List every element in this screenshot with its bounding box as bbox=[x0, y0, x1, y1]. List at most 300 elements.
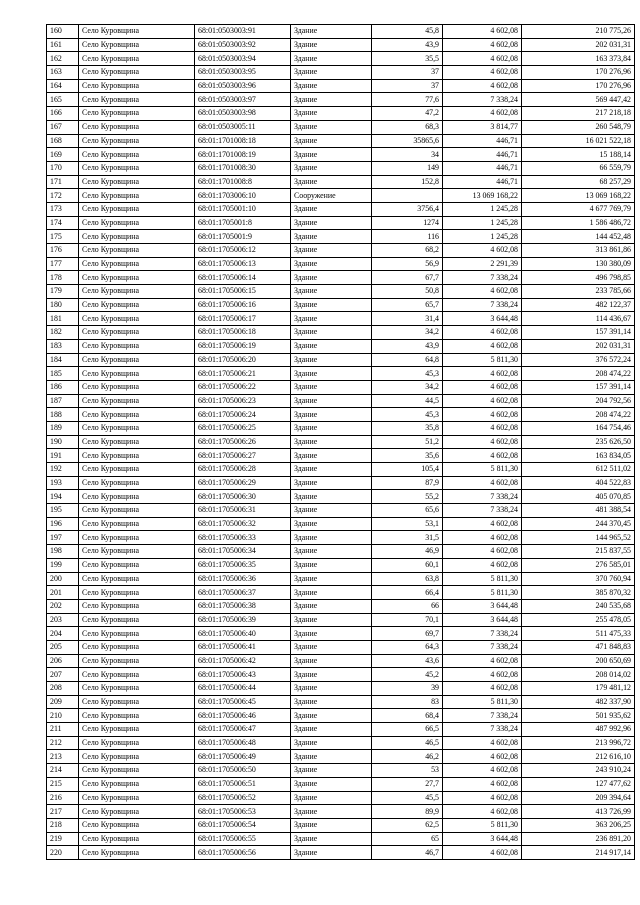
cadastral-value-cell: 236 891,20 bbox=[522, 832, 635, 846]
settlement-cell: Село Куровщина bbox=[79, 613, 195, 627]
cadastral-number-cell: 68:01:1701008:30 bbox=[195, 161, 291, 175]
cadastral-number-cell: 68:01:1705006:54 bbox=[195, 818, 291, 832]
settlement-cell: Село Куровщина bbox=[79, 25, 195, 39]
unit-value-cell: 4 602,08 bbox=[443, 764, 522, 778]
row-number-cell: 188 bbox=[47, 408, 79, 422]
object-type-cell: Здание bbox=[291, 66, 372, 80]
table-row bbox=[47, 476, 635, 490]
settlement-cell: Село Куровщина bbox=[79, 107, 195, 121]
settlement-cell: Село Куровщина bbox=[79, 846, 195, 860]
unit-value-cell: 4 602,08 bbox=[443, 449, 522, 463]
settlement-cell: Село Куровщина bbox=[79, 66, 195, 80]
object-type-cell: Здание bbox=[291, 832, 372, 846]
area-cell: 89,9 bbox=[372, 805, 443, 819]
settlement-cell: Село Куровщина bbox=[79, 93, 195, 107]
area-cell: 64,8 bbox=[372, 353, 443, 367]
cadastral-number-cell: 68:01:1705006:50 bbox=[195, 764, 291, 778]
table-row bbox=[47, 285, 635, 299]
area-cell bbox=[372, 189, 443, 203]
unit-value-cell: 3 644,48 bbox=[443, 599, 522, 613]
area-cell: 116 bbox=[372, 230, 443, 244]
cadastral-value-cell: 217 218,18 bbox=[522, 107, 635, 121]
table-row bbox=[47, 298, 635, 312]
area-cell: 51,2 bbox=[372, 435, 443, 449]
cadastral-value-cell: 471 848,83 bbox=[522, 640, 635, 654]
settlement-cell: Село Куровщина bbox=[79, 736, 195, 750]
unit-value-cell: 4 602,08 bbox=[443, 791, 522, 805]
area-cell: 77,6 bbox=[372, 93, 443, 107]
row-number-cell: 194 bbox=[47, 490, 79, 504]
settlement-cell: Село Куровщина bbox=[79, 216, 195, 230]
unit-value-cell: 4 602,08 bbox=[443, 244, 522, 258]
cadastral-value-cell: 144 452,48 bbox=[522, 230, 635, 244]
settlement-cell: Село Куровщина bbox=[79, 832, 195, 846]
cadastral-number-cell: 68:01:0503003:91 bbox=[195, 25, 291, 39]
row-number-cell: 175 bbox=[47, 230, 79, 244]
table-row bbox=[47, 846, 635, 860]
area-cell: 1274 bbox=[372, 216, 443, 230]
cadastral-number-cell: 68:01:1705001:8 bbox=[195, 216, 291, 230]
cadastral-number-cell: 68:01:0503003:96 bbox=[195, 79, 291, 93]
cadastral-number-cell: 68:01:1705006:42 bbox=[195, 654, 291, 668]
object-type-cell: Здание bbox=[291, 244, 372, 258]
settlement-cell: Село Куровщина bbox=[79, 79, 195, 93]
settlement-cell: Село Куровщина bbox=[79, 380, 195, 394]
cadastral-number-cell: 68:01:1705006:47 bbox=[195, 723, 291, 737]
object-type-cell: Здание bbox=[291, 654, 372, 668]
cadastral-value-cell: 13 069 168,22 bbox=[522, 189, 635, 203]
table-row bbox=[47, 66, 635, 80]
table-row bbox=[47, 599, 635, 613]
object-type-cell: Здание bbox=[291, 449, 372, 463]
unit-value-cell: 5 811,30 bbox=[443, 353, 522, 367]
object-type-cell: Здание bbox=[291, 202, 372, 216]
row-number-cell: 167 bbox=[47, 120, 79, 134]
cadastral-value-cell: 208 014,02 bbox=[522, 668, 635, 682]
object-type-cell: Здание bbox=[291, 380, 372, 394]
area-cell: 45,2 bbox=[372, 668, 443, 682]
table-row bbox=[47, 627, 635, 641]
object-type-cell: Здание bbox=[291, 79, 372, 93]
settlement-cell: Село Куровщина bbox=[79, 545, 195, 559]
cadastral-number-cell: 68:01:1705006:37 bbox=[195, 586, 291, 600]
cadastral-number-cell: 68:01:1705006:13 bbox=[195, 257, 291, 271]
cadastral-value-cell: 202 031,31 bbox=[522, 339, 635, 353]
object-type-cell: Здание bbox=[291, 668, 372, 682]
cadastral-number-cell: 68:01:1705006:21 bbox=[195, 367, 291, 381]
object-type-cell: Здание bbox=[291, 682, 372, 696]
property-table bbox=[46, 24, 635, 860]
unit-value-cell: 1 245,28 bbox=[443, 202, 522, 216]
row-number-cell: 200 bbox=[47, 572, 79, 586]
table-row bbox=[47, 586, 635, 600]
table-row bbox=[47, 326, 635, 340]
settlement-cell: Село Куровщина bbox=[79, 230, 195, 244]
cadastral-value-cell: 114 436,67 bbox=[522, 312, 635, 326]
cadastral-value-cell: 157 391,14 bbox=[522, 326, 635, 340]
settlement-cell: Село Куровщина bbox=[79, 586, 195, 600]
row-number-cell: 180 bbox=[47, 298, 79, 312]
table-row bbox=[47, 777, 635, 791]
cadastral-value-cell: 569 447,42 bbox=[522, 93, 635, 107]
cadastral-value-cell: 260 548,79 bbox=[522, 120, 635, 134]
object-type-cell: Здание bbox=[291, 504, 372, 518]
row-number-cell: 193 bbox=[47, 476, 79, 490]
unit-value-cell: 4 602,08 bbox=[443, 805, 522, 819]
object-type-cell: Здание bbox=[291, 148, 372, 162]
unit-value-cell: 4 602,08 bbox=[443, 421, 522, 435]
cadastral-number-cell: 68:01:1705006:31 bbox=[195, 504, 291, 518]
unit-value-cell: 4 602,08 bbox=[443, 476, 522, 490]
area-cell: 34 bbox=[372, 148, 443, 162]
settlement-cell: Село Куровщина bbox=[79, 572, 195, 586]
table-row bbox=[47, 818, 635, 832]
area-cell: 66,4 bbox=[372, 586, 443, 600]
table-row bbox=[47, 271, 635, 285]
object-type-cell: Здание bbox=[291, 52, 372, 66]
unit-value-cell: 4 602,08 bbox=[443, 408, 522, 422]
object-type-cell: Здание bbox=[291, 599, 372, 613]
cadastral-number-cell: 68:01:1705006:56 bbox=[195, 846, 291, 860]
cadastral-number-cell: 68:01:1705006:19 bbox=[195, 339, 291, 353]
object-type-cell: Здание bbox=[291, 25, 372, 39]
cadastral-value-cell: 1 586 486,72 bbox=[522, 216, 635, 230]
settlement-cell: Село Куровщина bbox=[79, 449, 195, 463]
row-number-cell: 196 bbox=[47, 517, 79, 531]
cadastral-number-cell: 68:01:1701008:18 bbox=[195, 134, 291, 148]
row-number-cell: 214 bbox=[47, 764, 79, 778]
row-number-cell: 220 bbox=[47, 846, 79, 860]
cadastral-number-cell: 68:01:1705006:18 bbox=[195, 326, 291, 340]
cadastral-value-cell: 200 650,69 bbox=[522, 654, 635, 668]
settlement-cell: Село Куровщина bbox=[79, 709, 195, 723]
cadastral-number-cell: 68:01:1705006:34 bbox=[195, 545, 291, 559]
object-type-cell: Здание bbox=[291, 298, 372, 312]
row-number-cell: 171 bbox=[47, 175, 79, 189]
area-cell: 27,7 bbox=[372, 777, 443, 791]
settlement-cell: Село Куровщина bbox=[79, 367, 195, 381]
row-number-cell: 219 bbox=[47, 832, 79, 846]
settlement-cell: Село Куровщина bbox=[79, 421, 195, 435]
row-number-cell: 164 bbox=[47, 79, 79, 93]
area-cell: 152,8 bbox=[372, 175, 443, 189]
table-row bbox=[47, 312, 635, 326]
unit-value-cell: 446,71 bbox=[443, 161, 522, 175]
area-cell: 66,5 bbox=[372, 723, 443, 737]
area-cell: 65,6 bbox=[372, 504, 443, 518]
table-row bbox=[47, 558, 635, 572]
cadastral-value-cell: 376 572,24 bbox=[522, 353, 635, 367]
unit-value-cell: 7 338,24 bbox=[443, 723, 522, 737]
area-cell: 37 bbox=[372, 66, 443, 80]
cadastral-value-cell: 208 474,22 bbox=[522, 367, 635, 381]
unit-value-cell: 13 069 168,22 bbox=[443, 189, 522, 203]
cadastral-value-cell: 144 965,52 bbox=[522, 531, 635, 545]
settlement-cell: Село Куровщина bbox=[79, 298, 195, 312]
row-number-cell: 189 bbox=[47, 421, 79, 435]
table-row bbox=[47, 107, 635, 121]
object-type-cell: Сооружение bbox=[291, 189, 372, 203]
table-row bbox=[47, 148, 635, 162]
table-row bbox=[47, 421, 635, 435]
area-cell: 67,7 bbox=[372, 271, 443, 285]
cadastral-number-cell: 68:01:1705006:15 bbox=[195, 285, 291, 299]
area-cell: 34,2 bbox=[372, 326, 443, 340]
object-type-cell: Здание bbox=[291, 326, 372, 340]
row-number-cell: 172 bbox=[47, 189, 79, 203]
row-number-cell: 190 bbox=[47, 435, 79, 449]
table-row bbox=[47, 380, 635, 394]
unit-value-cell: 4 602,08 bbox=[443, 52, 522, 66]
area-cell: 43,6 bbox=[372, 654, 443, 668]
object-type-cell: Здание bbox=[291, 367, 372, 381]
table-row bbox=[47, 257, 635, 271]
area-cell: 45,3 bbox=[372, 408, 443, 422]
settlement-cell: Село Куровщина bbox=[79, 805, 195, 819]
unit-value-cell: 4 602,08 bbox=[443, 654, 522, 668]
table-row bbox=[47, 613, 635, 627]
table-body bbox=[47, 25, 635, 860]
cadastral-value-cell: 244 370,45 bbox=[522, 517, 635, 531]
object-type-cell: Здание bbox=[291, 230, 372, 244]
object-type-cell: Здание bbox=[291, 572, 372, 586]
object-type-cell: Здание bbox=[291, 120, 372, 134]
table-row bbox=[47, 791, 635, 805]
unit-value-cell: 4 602,08 bbox=[443, 558, 522, 572]
table-row bbox=[47, 394, 635, 408]
unit-value-cell: 5 811,30 bbox=[443, 572, 522, 586]
table-row bbox=[47, 668, 635, 682]
object-type-cell: Здание bbox=[291, 38, 372, 52]
unit-value-cell: 4 602,08 bbox=[443, 285, 522, 299]
cadastral-value-cell: 15 188,14 bbox=[522, 148, 635, 162]
unit-value-cell: 4 602,08 bbox=[443, 25, 522, 39]
settlement-cell: Село Куровщина bbox=[79, 271, 195, 285]
unit-value-cell: 2 291,39 bbox=[443, 257, 522, 271]
cadastral-value-cell: 404 522,83 bbox=[522, 476, 635, 490]
area-cell: 63,8 bbox=[372, 572, 443, 586]
unit-value-cell: 4 602,08 bbox=[443, 367, 522, 381]
area-cell: 53,1 bbox=[372, 517, 443, 531]
area-cell: 149 bbox=[372, 161, 443, 175]
area-cell: 105,4 bbox=[372, 463, 443, 477]
unit-value-cell: 7 338,24 bbox=[443, 709, 522, 723]
row-number-cell: 185 bbox=[47, 367, 79, 381]
unit-value-cell: 4 602,08 bbox=[443, 326, 522, 340]
table-row bbox=[47, 367, 635, 381]
settlement-cell: Село Куровщина bbox=[79, 517, 195, 531]
object-type-cell: Здание bbox=[291, 312, 372, 326]
area-cell: 46,9 bbox=[372, 545, 443, 559]
table-row bbox=[47, 517, 635, 531]
object-type-cell: Здание bbox=[291, 285, 372, 299]
unit-value-cell: 3 644,48 bbox=[443, 613, 522, 627]
object-type-cell: Здание bbox=[291, 805, 372, 819]
cadastral-value-cell: 214 917,14 bbox=[522, 846, 635, 860]
settlement-cell: Село Куровщина bbox=[79, 791, 195, 805]
table-row bbox=[47, 216, 635, 230]
row-number-cell: 195 bbox=[47, 504, 79, 518]
row-number-cell: 211 bbox=[47, 723, 79, 737]
area-cell: 43,9 bbox=[372, 339, 443, 353]
table-row bbox=[47, 79, 635, 93]
area-cell: 47,2 bbox=[372, 107, 443, 121]
object-type-cell: Здание bbox=[291, 463, 372, 477]
object-type-cell: Здание bbox=[291, 627, 372, 641]
cadastral-value-cell: 385 870,32 bbox=[522, 586, 635, 600]
settlement-cell: Село Куровщина bbox=[79, 723, 195, 737]
cadastral-value-cell: 16 021 522,18 bbox=[522, 134, 635, 148]
row-number-cell: 218 bbox=[47, 818, 79, 832]
row-number-cell: 191 bbox=[47, 449, 79, 463]
row-number-cell: 216 bbox=[47, 791, 79, 805]
unit-value-cell: 3 644,48 bbox=[443, 312, 522, 326]
settlement-cell: Село Куровщина bbox=[79, 599, 195, 613]
cadastral-number-cell: 68:01:1701008:8 bbox=[195, 175, 291, 189]
area-cell: 68,2 bbox=[372, 244, 443, 258]
unit-value-cell: 7 338,24 bbox=[443, 640, 522, 654]
area-cell: 34,2 bbox=[372, 380, 443, 394]
object-type-cell: Здание bbox=[291, 161, 372, 175]
cadastral-number-cell: 68:01:1705006:48 bbox=[195, 736, 291, 750]
settlement-cell: Село Куровщина bbox=[79, 161, 195, 175]
cadastral-value-cell: 157 391,14 bbox=[522, 380, 635, 394]
settlement-cell: Село Куровщина bbox=[79, 312, 195, 326]
unit-value-cell: 7 338,24 bbox=[443, 504, 522, 518]
cadastral-value-cell: 243 910,24 bbox=[522, 764, 635, 778]
cadastral-value-cell: 370 760,94 bbox=[522, 572, 635, 586]
row-number-cell: 165 bbox=[47, 93, 79, 107]
settlement-cell: Село Куровщина bbox=[79, 682, 195, 696]
unit-value-cell: 4 602,08 bbox=[443, 66, 522, 80]
cadastral-number-cell: 68:01:1705001:10 bbox=[195, 202, 291, 216]
object-type-cell: Здание bbox=[291, 175, 372, 189]
cadastral-value-cell: 202 031,31 bbox=[522, 38, 635, 52]
row-number-cell: 161 bbox=[47, 38, 79, 52]
cadastral-value-cell: 240 535,68 bbox=[522, 599, 635, 613]
settlement-cell: Село Куровщина bbox=[79, 52, 195, 66]
table-row bbox=[47, 682, 635, 696]
table-row bbox=[47, 120, 635, 134]
unit-value-cell: 5 811,30 bbox=[443, 695, 522, 709]
object-type-cell: Здание bbox=[291, 640, 372, 654]
row-number-cell: 192 bbox=[47, 463, 79, 477]
cadastral-number-cell: 68:01:1705006:52 bbox=[195, 791, 291, 805]
object-type-cell: Здание bbox=[291, 93, 372, 107]
unit-value-cell: 446,71 bbox=[443, 134, 522, 148]
table-row bbox=[47, 449, 635, 463]
table-row bbox=[47, 38, 635, 52]
cadastral-number-cell: 68:01:1705006:23 bbox=[195, 394, 291, 408]
cadastral-number-cell: 68:01:0503003:98 bbox=[195, 107, 291, 121]
row-number-cell: 166 bbox=[47, 107, 79, 121]
table-row bbox=[47, 463, 635, 477]
row-number-cell: 209 bbox=[47, 695, 79, 709]
row-number-cell: 179 bbox=[47, 285, 79, 299]
row-number-cell: 173 bbox=[47, 202, 79, 216]
unit-value-cell: 4 602,08 bbox=[443, 79, 522, 93]
cadastral-number-cell: 68:01:1705001:9 bbox=[195, 230, 291, 244]
object-type-cell: Здание bbox=[291, 476, 372, 490]
table-row bbox=[47, 504, 635, 518]
object-type-cell: Здание bbox=[291, 339, 372, 353]
row-number-cell: 207 bbox=[47, 668, 79, 682]
unit-value-cell: 1 245,28 bbox=[443, 216, 522, 230]
table-row bbox=[47, 230, 635, 244]
cadastral-value-cell: 511 475,33 bbox=[522, 627, 635, 641]
object-type-cell: Здание bbox=[291, 709, 372, 723]
settlement-cell: Село Куровщина bbox=[79, 668, 195, 682]
object-type-cell: Здание bbox=[291, 586, 372, 600]
object-type-cell: Здание bbox=[291, 271, 372, 285]
cadastral-number-cell: 68:01:1705006:40 bbox=[195, 627, 291, 641]
area-cell: 39 bbox=[372, 682, 443, 696]
table-row bbox=[47, 339, 635, 353]
unit-value-cell: 4 602,08 bbox=[443, 38, 522, 52]
settlement-cell: Село Куровщина bbox=[79, 134, 195, 148]
cadastral-value-cell: 127 477,62 bbox=[522, 777, 635, 791]
table-row bbox=[47, 723, 635, 737]
cadastral-value-cell: 233 785,66 bbox=[522, 285, 635, 299]
table-row bbox=[47, 161, 635, 175]
settlement-cell: Село Куровщина bbox=[79, 339, 195, 353]
cadastral-value-cell: 212 616,10 bbox=[522, 750, 635, 764]
area-cell: 35,8 bbox=[372, 421, 443, 435]
cadastral-value-cell: 213 996,72 bbox=[522, 736, 635, 750]
row-number-cell: 160 bbox=[47, 25, 79, 39]
cadastral-value-cell: 496 798,85 bbox=[522, 271, 635, 285]
table-row bbox=[47, 189, 635, 203]
cadastral-number-cell: 68:01:1705006:12 bbox=[195, 244, 291, 258]
area-cell: 87,9 bbox=[372, 476, 443, 490]
unit-value-cell: 4 602,08 bbox=[443, 736, 522, 750]
settlement-cell: Село Куровщина bbox=[79, 476, 195, 490]
area-cell: 3756,4 bbox=[372, 202, 443, 216]
row-number-cell: 208 bbox=[47, 682, 79, 696]
unit-value-cell: 4 602,08 bbox=[443, 668, 522, 682]
cadastral-value-cell: 276 585,01 bbox=[522, 558, 635, 572]
area-cell: 70,1 bbox=[372, 613, 443, 627]
settlement-cell: Село Куровщина bbox=[79, 558, 195, 572]
settlement-cell: Село Куровщина bbox=[79, 189, 195, 203]
cadastral-value-cell: 482 122,37 bbox=[522, 298, 635, 312]
settlement-cell: Село Куровщина bbox=[79, 435, 195, 449]
table-row bbox=[47, 244, 635, 258]
row-number-cell: 217 bbox=[47, 805, 79, 819]
row-number-cell: 205 bbox=[47, 640, 79, 654]
cadastral-number-cell: 68:01:1705006:26 bbox=[195, 435, 291, 449]
row-number-cell: 178 bbox=[47, 271, 79, 285]
area-cell: 45,8 bbox=[372, 25, 443, 39]
row-number-cell: 187 bbox=[47, 394, 79, 408]
cadastral-number-cell: 68:01:0503003:97 bbox=[195, 93, 291, 107]
object-type-cell: Здание bbox=[291, 490, 372, 504]
row-number-cell: 177 bbox=[47, 257, 79, 271]
table-row bbox=[47, 52, 635, 66]
table-row bbox=[47, 750, 635, 764]
table-row bbox=[47, 695, 635, 709]
table-row bbox=[47, 709, 635, 723]
settlement-cell: Село Куровщина bbox=[79, 202, 195, 216]
cadastral-value-cell: 66 559,79 bbox=[522, 161, 635, 175]
settlement-cell: Село Куровщина bbox=[79, 764, 195, 778]
area-cell: 46,7 bbox=[372, 846, 443, 860]
object-type-cell: Здание bbox=[291, 750, 372, 764]
table-row bbox=[47, 805, 635, 819]
settlement-cell: Село Куровщина bbox=[79, 394, 195, 408]
settlement-cell: Село Куровщина bbox=[79, 490, 195, 504]
table-row bbox=[47, 640, 635, 654]
